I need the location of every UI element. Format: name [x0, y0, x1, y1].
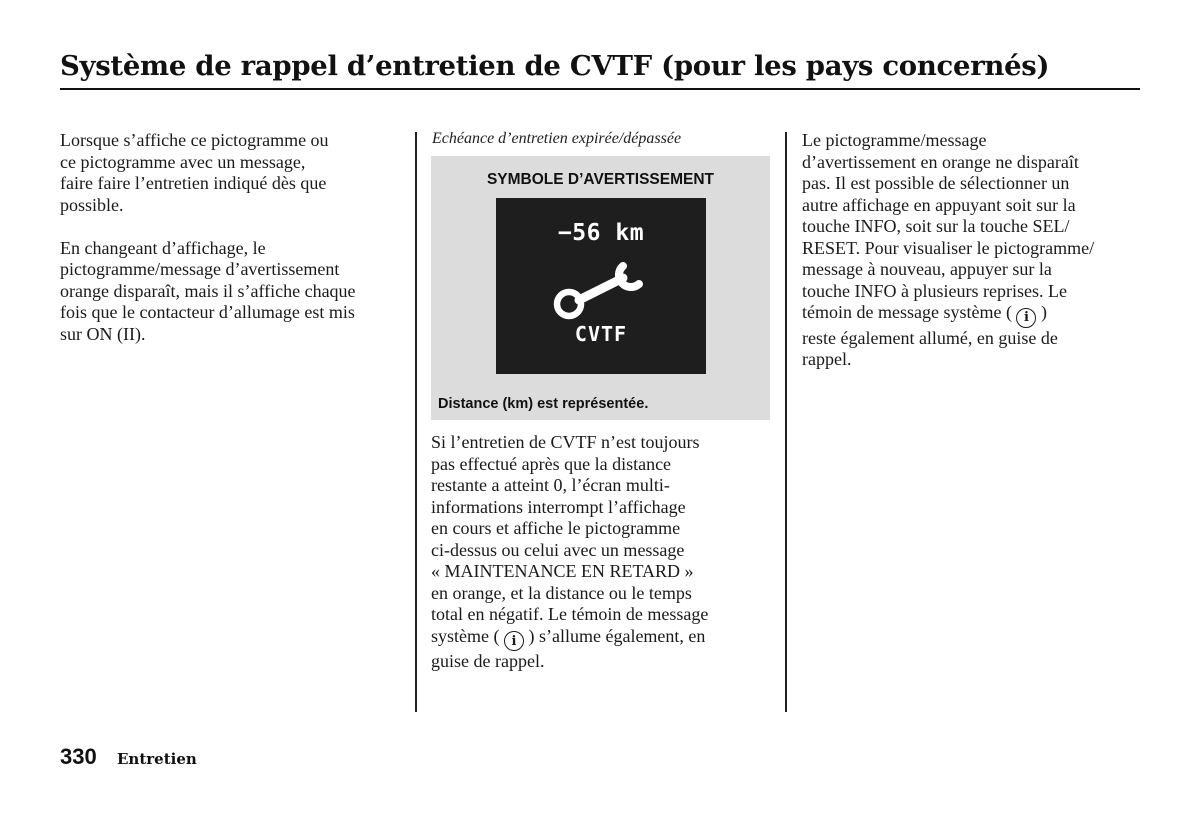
page-number: 330 — [60, 744, 97, 769]
display-distance: −56 km — [557, 220, 645, 246]
title-divider — [60, 88, 1140, 90]
section-name: Entretien — [117, 750, 197, 768]
paragraph — [431, 432, 776, 673]
info-circle-icon: i — [1016, 308, 1036, 328]
column-divider — [415, 132, 417, 712]
column-divider — [785, 132, 787, 712]
display-screen — [496, 198, 706, 374]
column-1 — [60, 130, 405, 345]
wrench-icon — [551, 256, 651, 322]
paragraph: Lorsque s’affiche ce pictogramme ou ce pictogramme avec un message, faire faire l’entretien indiqué dès que possible. — [60, 130, 329, 215]
paragraph — [802, 130, 1147, 371]
page-title: Système de rappel d’entretien de CVTF (pour les pays concernés) — [60, 50, 1050, 82]
figure-caption: Echéance d’entretien expirée/dépassée — [432, 130, 682, 147]
body-text: Le pictogramme/message d’avertissement en orange ne disparaît pas. Il est possible de sélectionner un autre affichage en appuyant soit sur la touche INFO, soit sur la touche SEL/ RESET. Pour visualiser le pictogramme/ message à nouveau, appuyer sur la touche INFO à plusieurs reprises. Le témoin de message système ( — [802, 130, 1095, 322]
panel-heading: SYMBOLE D’AVERTISSEMENT — [486, 171, 715, 188]
display-label: CVTF — [574, 322, 628, 346]
column-2-body — [431, 432, 776, 673]
info-circle-icon: i — [504, 631, 524, 651]
column-3 — [802, 130, 1147, 371]
warning-symbol-panel — [431, 156, 770, 420]
body-text: Si l’entretien de CVTF n’est toujours pas effectué après que la distance restante a atteint 0, l’écran multi- informations interrompt l’affichage en cours et affiche le pictogramme ci-dessus ou celui avec un message « MAINTENANCE EN RETARD » en orange, et la distance ou le temps total en négatif. Le témoin de message système ( — [431, 432, 709, 646]
body-text: ) reste également allumé, en guise de rappel. — [802, 302, 1058, 369]
body-text: ) s’allume également, en guise de rappel. — [431, 625, 706, 671]
paragraph: En changeant d’affichage, le pictogramme/message d’avertissement orange disparaît, mais il s’affiche chaque fois que le contacteur d’allumage est mis sur ON (II). — [60, 237, 356, 344]
panel-footnote: Distance (km) est représentée. — [438, 396, 649, 412]
